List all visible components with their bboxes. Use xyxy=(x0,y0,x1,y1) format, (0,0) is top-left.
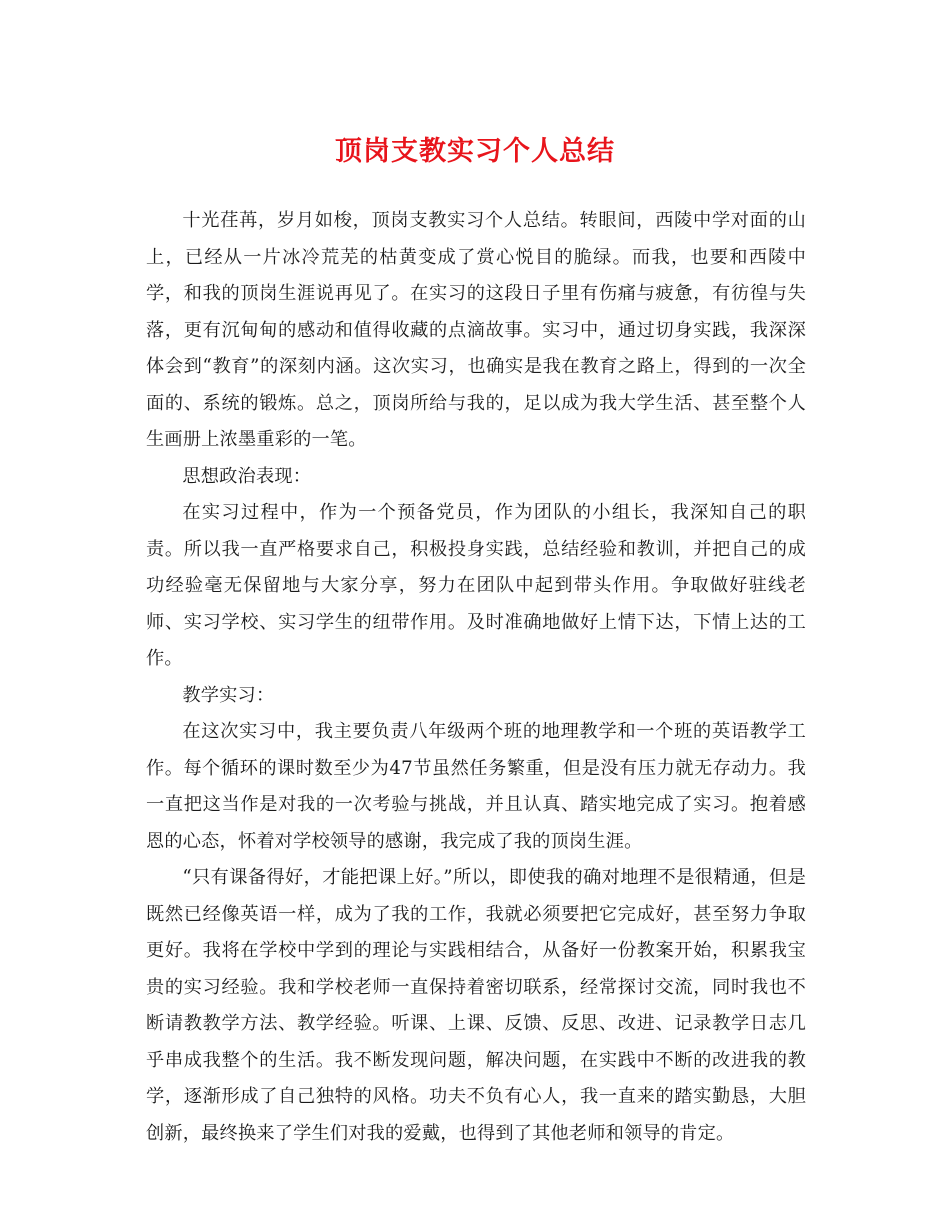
paragraph-intro: 十光荏苒，岁月如梭，顶岗支教实习个人总结。转眼间，西陵中学对面的山上，已经从一片冰冷荒芜的枯黄变成了赏心悦目的脆绿。而我，也要和西陵中学，和我的顶岗生涯说再见了。在实习的这段日子里有伤痛与疲惫，有彷徨与失落，更有沉甸甸的感动和值得收藏的点滴故事。实习中，通过切身实践，我深深体会到“教育”的深刻内涵。这次实习，也确实是我在教育之路上，得到的一次全面的、系统的锻炼。总之，顶岗所给与我的，足以成为我大学生活、甚至整个人生画册上浓墨重彩的一笔。 xyxy=(146,210,806,450)
section-heading-teaching: 教学实习： xyxy=(182,684,275,706)
section-heading-political: 思想政治表现： xyxy=(182,465,312,487)
paragraph-lesson-prep: “只有课备得好，才能把课上好。”所以，即使我的确对地理不是很精通，但是既然已经像英语一样，成为了我的工作，我就必须要把它完成好，甚至努力争取更好。我将在学校中学到的理论与实践相结合，从备好一份教案开始，积累我宝贵的实习经验。我和学校老师一直保持着密切联系，经常探讨交流，同时我也不断请教教学方法、教学经验。听课、上课、反馈、反思、改进、记录教学日志几乎串成我整个的生活。我不断发现问题，解决问题，在实践中不断的改进我的教学，逐渐形成了自己独特的风格。功夫不负有心人，我一直来的踏实勤恳，大胆创新，最终换来了学生们对我的爱戴，也得到了其他老师和领导的肯定。 xyxy=(146,867,806,1144)
paragraph-teaching: 在这次实习中，我主要负责八年级两个班的地理教学和一个班的英语教学工作。每个循环的课时数至少为47节虽然任务繁重，但是没有压力就无存动力。我一直把这当作是对我的一次考验与挑战，并且认真、踏实地完成了实习。抱着感恩的心态，怀着对学校领导的感谢，我完成了我的顶岗生涯。 xyxy=(146,721,806,852)
document-body xyxy=(146,203,806,1152)
paragraph-political: 在实习过程中，作为一个预备党员，作为团队的小组长，我深知自己的职责。所以我一直严格要求自己，积极投身实践，总结经验和教训，并把自己的成功经验毫无保留地与大家分享，努力在团队中起到带头作用。争取做好驻线老师、实习学校、实习学生的纽带作用。及时准确地做好上情下达，下情上达的工作。 xyxy=(146,502,806,669)
document-title: 顶岗支教实习个人总结 xyxy=(335,136,615,167)
